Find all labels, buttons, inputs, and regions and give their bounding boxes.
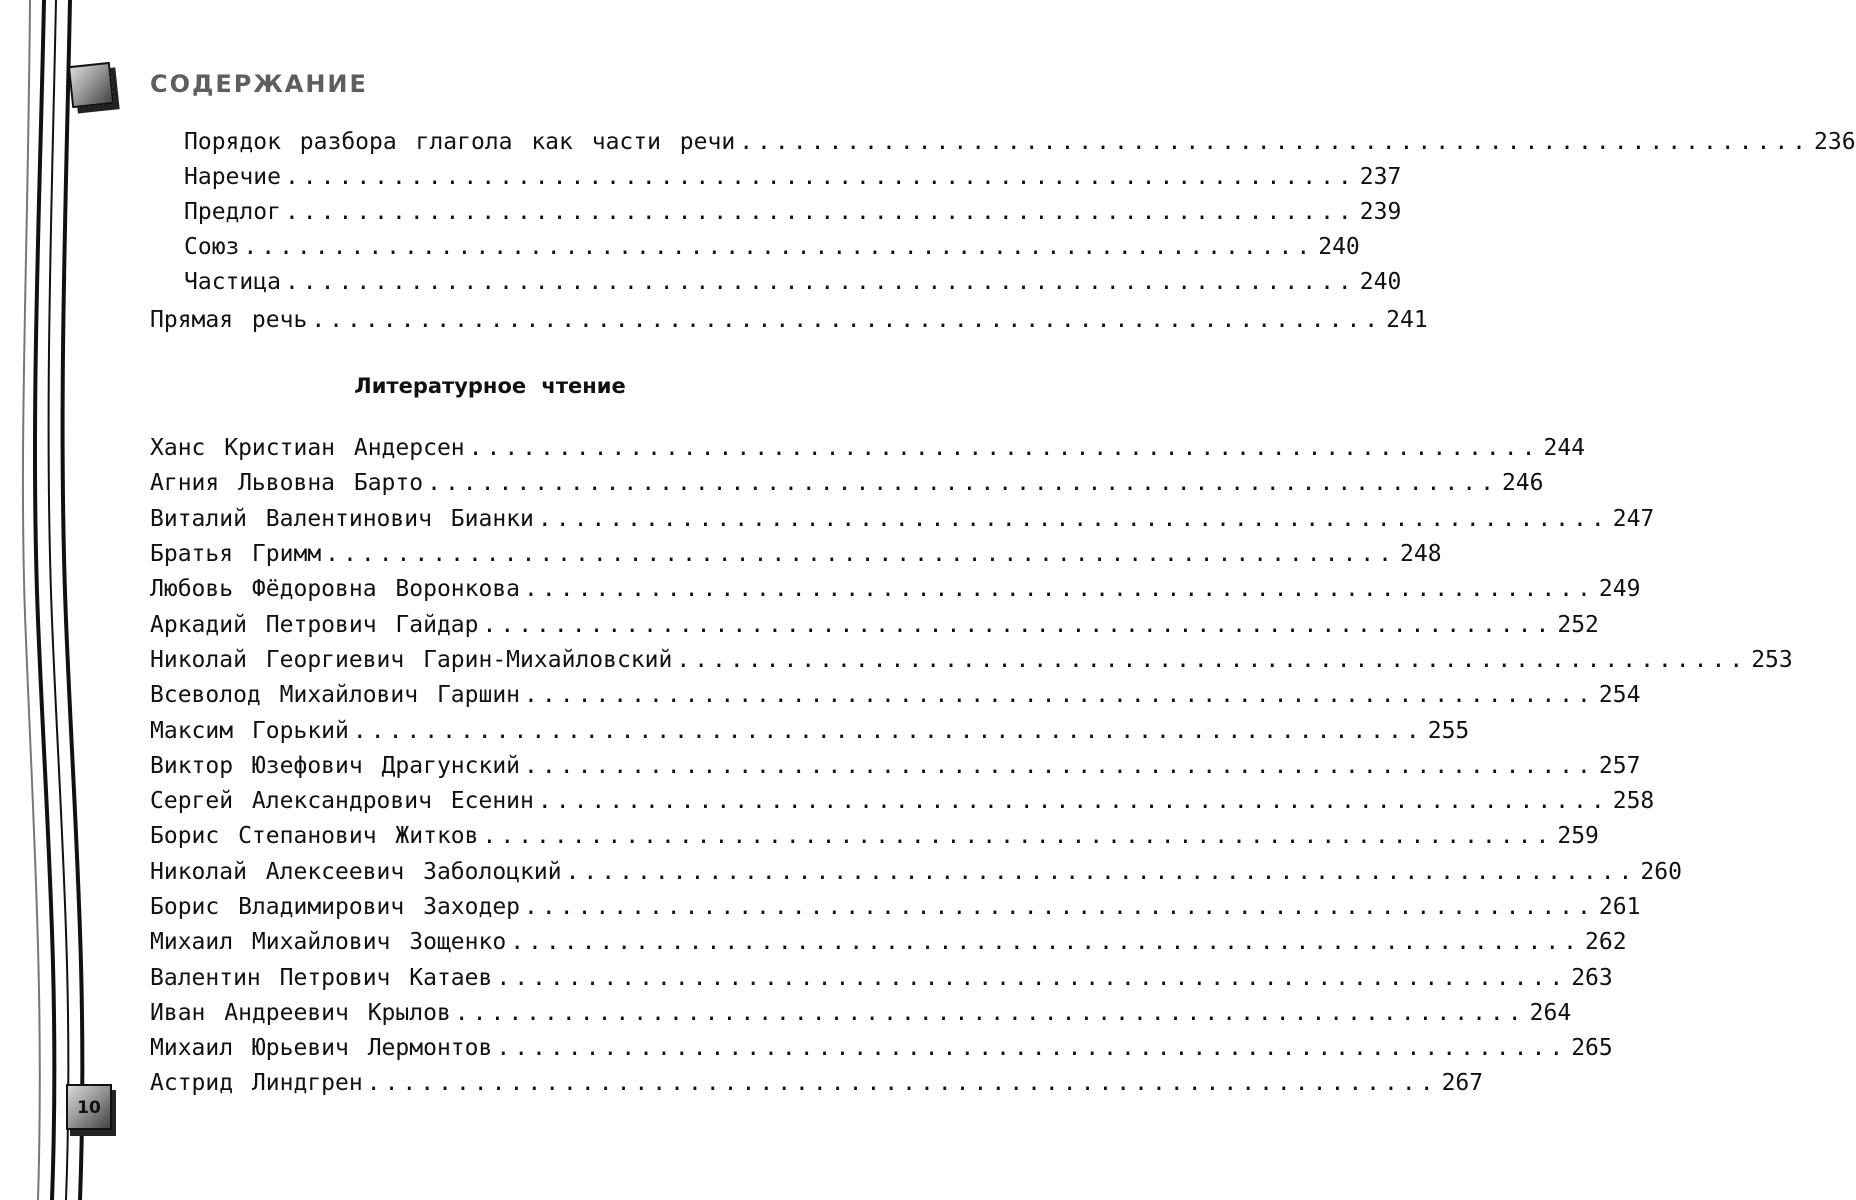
toc-leader: ............................................................ <box>524 753 1595 779</box>
toc-leader: ............................................................ <box>496 1035 1568 1061</box>
page-title: СОДЕРЖАНИЕ <box>150 70 368 98</box>
toc-item-page: 259 <box>1557 823 1599 849</box>
toc-item-title: Астрид Линдгрен <box>150 1070 363 1096</box>
toc-item[interactable] <box>150 1032 1613 1064</box>
toc-item[interactable] <box>150 891 1641 923</box>
toc-leader: ............................................................ <box>243 234 1315 260</box>
toc-item[interactable] <box>150 304 1428 336</box>
toc-item-page: 254 <box>1598 682 1641 708</box>
page-number: 10 <box>77 1098 101 1118</box>
toc-item-title: Николай Георгиевич Гарин-Михайловский <box>150 647 673 673</box>
toc-leader: ............................................................ <box>482 612 1554 638</box>
toc-leader: ............................................................ <box>739 129 1811 155</box>
toc-item[interactable] <box>150 679 1641 711</box>
toc-item-page: 252 <box>1557 612 1599 638</box>
toc-item[interactable] <box>150 538 1442 570</box>
toc-item-page: 249 <box>1598 576 1641 602</box>
toc-leader: ............................................................ <box>537 788 1609 814</box>
toc-item-page: 236 <box>1814 129 1856 155</box>
toc-item-title: Сергей Александрович Есенин <box>150 788 534 814</box>
toc-item[interactable] <box>150 467 1544 499</box>
toc-leader: ............................................................ <box>524 682 1595 708</box>
toc-item[interactable] <box>184 231 1360 263</box>
decorative-wavy-lines <box>0 0 140 1200</box>
toc-item-title: Борис Владимирович Заходер <box>150 894 521 920</box>
toc-item-title: Любовь Фёдоровна Воронкова <box>150 576 521 602</box>
toc-item-title: Братья Гримм <box>150 541 322 567</box>
toc-item-title: Михаил Михайлович Зощенко <box>150 929 507 955</box>
toc-item-page: 267 <box>1441 1070 1484 1096</box>
toc-item[interactable] <box>150 820 1599 852</box>
heading-square-icon <box>68 62 114 108</box>
toc-item-title: Предлог <box>184 199 281 225</box>
toc-item[interactable] <box>150 926 1627 958</box>
toc-leader: ............................................................ <box>468 435 1540 461</box>
toc-item[interactable] <box>184 126 1856 158</box>
toc-item-title: Прямая речь <box>150 307 308 333</box>
toc-leader: ............................................................ <box>325 541 1397 567</box>
toc-leader: ............................................................ <box>427 470 1498 496</box>
toc-leader: ............................................................ <box>565 859 1637 885</box>
toc-item-page: 262 <box>1585 929 1627 955</box>
toc-item-title: Михаил Юрьевич Лермонтов <box>150 1035 493 1061</box>
toc-leader: ............................................................ <box>524 576 1595 602</box>
toc-item[interactable] <box>150 573 1641 605</box>
toc-item-title: Союз <box>184 234 240 260</box>
toc-item-page: 247 <box>1612 506 1655 532</box>
toc-item-page: 253 <box>1751 647 1793 673</box>
toc-item-page: 263 <box>1571 965 1613 991</box>
toc-leader: ............................................................ <box>676 647 1748 673</box>
toc-item[interactable] <box>150 609 1599 641</box>
toc-leader: ............................................................ <box>284 164 1356 190</box>
toc-item-page: 261 <box>1598 894 1641 920</box>
toc-item[interactable] <box>150 644 1793 676</box>
toc-item-page: 244 <box>1543 435 1586 461</box>
toc-item-page: 240 <box>1359 269 1402 295</box>
toc-item-page: 248 <box>1400 541 1442 567</box>
toc-item-title: Аркадий Петрович Гайдар <box>150 612 479 638</box>
toc-item-page: 237 <box>1359 164 1402 190</box>
toc-leader: ............................................................ <box>510 929 1582 955</box>
toc-leader: ............................................................ <box>352 718 1424 744</box>
toc-item-page: 240 <box>1318 234 1360 260</box>
toc-leader: ............................................................ <box>311 307 1383 333</box>
toc-item-page: 260 <box>1640 859 1682 885</box>
toc-item-title: Всеволод Михайлович Гаршин <box>150 682 521 708</box>
toc-leader: ............................................................ <box>454 1000 1526 1026</box>
toc-item[interactable] <box>150 432 1586 464</box>
toc-item-title: Виктор Юзефович Драгунский <box>150 753 521 779</box>
toc-item-title: Иван Андреевич Крылов <box>150 1000 451 1026</box>
toc-leader: ............................................................ <box>284 199 1356 225</box>
toc-item-page: 265 <box>1571 1035 1613 1061</box>
toc-leader: ............................................................ <box>537 506 1609 532</box>
toc-item-title: Николай Алексеевич Заболоцкий <box>150 859 562 885</box>
toc-item-title: Виталий Валентинович Бианки <box>150 506 534 532</box>
toc-item-page: 258 <box>1612 788 1655 814</box>
toc-leader: ............................................................ <box>496 965 1568 991</box>
toc-item[interactable] <box>150 785 1655 817</box>
toc-leader: ............................................................ <box>284 269 1356 295</box>
section-title: Литературное чтение <box>354 374 626 398</box>
toc-leader: ............................................................ <box>482 823 1554 849</box>
toc-item-page: 241 <box>1386 307 1428 333</box>
toc-item[interactable] <box>184 161 1402 193</box>
toc-item-title: Борис Степанович Житков <box>150 823 479 849</box>
toc-item-title: Агния Львовна Барто <box>150 470 424 496</box>
toc-item-page: 264 <box>1529 1000 1572 1026</box>
toc-item-title: Ханс Кристиан Андерсен <box>150 435 465 461</box>
toc-item[interactable] <box>150 856 1682 888</box>
toc-item-page: 246 <box>1501 470 1544 496</box>
toc-item-page: 255 <box>1427 718 1470 744</box>
toc-item[interactable] <box>184 266 1402 298</box>
toc-leader: ............................................................ <box>524 894 1595 920</box>
toc-item-title: Валентин Петрович Катаев <box>150 965 493 991</box>
toc-item[interactable] <box>150 503 1655 535</box>
toc-leader: ............................................................ <box>366 1070 1438 1096</box>
toc-item-page: 257 <box>1598 753 1641 779</box>
toc-item-title: Порядок разбора глагола как части речи <box>184 129 736 155</box>
toc-item-page: 239 <box>1359 199 1402 225</box>
toc-item[interactable] <box>150 750 1641 782</box>
toc-item[interactable] <box>150 962 1613 994</box>
toc-item-title: Частица <box>184 269 281 295</box>
toc-item-title: Наречие <box>184 164 281 190</box>
toc-item-title: Максим Горький <box>150 718 349 744</box>
toc-item[interactable] <box>150 1067 1484 1099</box>
toc-item[interactable] <box>184 196 1402 228</box>
toc-item[interactable] <box>150 715 1470 747</box>
toc-item[interactable] <box>150 997 1572 1029</box>
